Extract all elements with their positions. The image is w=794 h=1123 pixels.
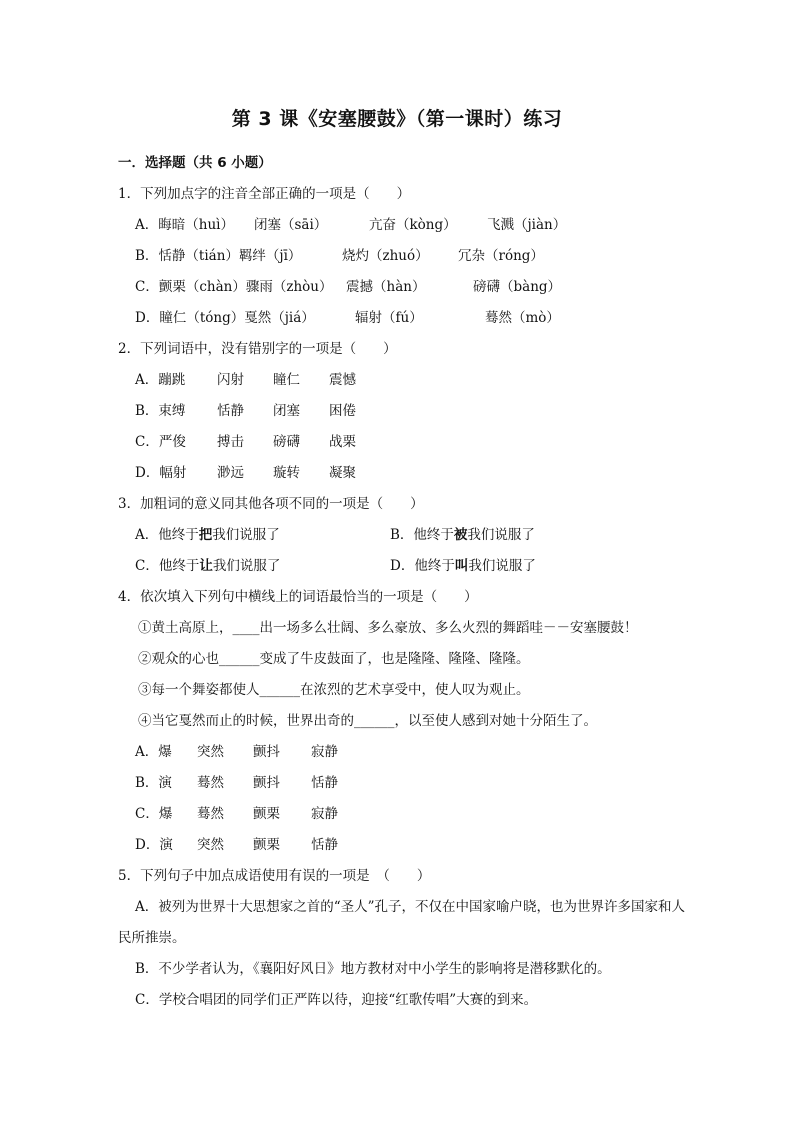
question-4-option-c[interactable] — [118, 799, 688, 830]
option-a-word-2: 闭塞（sāi） — [254, 217, 328, 233]
question-4-sentence-1: ①黄土高原上，____出一场多么壮阔、多么豪放、多么火烈的舞蹈哇－－安塞腰鼓！ — [138, 620, 638, 636]
option-b-word-2: 恬静 — [217, 403, 244, 419]
question-4-stem: 4．依次填入下列句中横线上的词语最恰当的一项是（ ） — [118, 589, 478, 605]
option-d-word-4: 凝聚 — [329, 465, 356, 481]
question-3-option-a[interactable] — [135, 520, 390, 551]
option-b-word-4: 恬静 — [311, 775, 338, 791]
option-b-word-3: 冗杂（róng） — [458, 248, 544, 264]
question-2-option-b[interactable] — [118, 396, 688, 427]
option-suffix: 我们说服了 — [212, 558, 281, 574]
option-c-word-3: 颤栗 — [253, 806, 280, 822]
option-c-word-1: C．颤栗（chàn）骤雨（zhòu） — [135, 279, 333, 295]
bold-word: 让 — [199, 558, 213, 574]
option-a-word-2: 闪射 — [217, 372, 244, 388]
page-title: 第 3 课《安塞腰鼓》（第一课时）练习 — [231, 108, 563, 130]
option-a-word-1: A．晦暗（huì） — [135, 217, 234, 233]
question-5-stem: 5．下列句子中加点成语使用有误的一项是 （ ） — [118, 868, 431, 884]
question-4-option-a[interactable] — [118, 737, 688, 768]
option-c-word-3: 磅礴（bàng） — [473, 279, 562, 295]
option-a-word-4: 飞溅（jiàn） — [487, 217, 567, 233]
option-suffix: 我们说服了 — [467, 527, 535, 543]
question-1-option-c[interactable] — [118, 272, 688, 303]
option-b-word-2: 烧灼（zhuó） — [342, 248, 429, 264]
question-2-stem: 2．下列词语中，没有错别字的一项是（ ） — [118, 341, 397, 357]
question-4-option-d[interactable] — [118, 830, 688, 861]
question-3-options-row-1 — [118, 520, 688, 551]
question-2-option-d[interactable] — [118, 458, 688, 489]
option-c-word-4: 寂静 — [311, 806, 338, 822]
option-d-word-4: 恬静 — [311, 837, 338, 853]
option-c-word-2: 震撼（hàn） — [346, 279, 426, 295]
option-c-word-3: 磅礴 — [273, 434, 300, 450]
option-b-word-4: 困倦 — [329, 403, 356, 419]
exercise-content — [118, 148, 688, 1016]
option-d-word-3: 蓦然（mò） — [485, 310, 560, 326]
option-c-word-1: C．爆 — [135, 806, 173, 822]
question-2-option-c[interactable] — [118, 427, 688, 458]
question-4-sentence-3: ③每一个舞姿都使人______在浓烈的艺术享受中，使人叹为观止。 — [138, 682, 530, 698]
option-d-word-1: D．演 — [135, 837, 173, 853]
option-d-word-3: 璇转 — [273, 465, 300, 481]
option-b-word-1: B．演 — [135, 775, 172, 791]
option-b-word-1: B．恬静（tián）羁绊（jī） — [135, 248, 302, 264]
question-4-option-b[interactable] — [118, 768, 688, 799]
question-4-sentence-4: ④当它戛然而止的时候，世界出奇的______，以至使人感到对她十分陌生了。 — [138, 713, 597, 729]
question-3-option-c[interactable] — [135, 551, 390, 582]
option-c-word-2: 蓦然 — [197, 806, 224, 822]
option-prefix: C．他终于 — [135, 558, 200, 574]
question-1-option-a[interactable] — [118, 210, 688, 241]
question-2-option-a[interactable] — [118, 365, 688, 396]
question-3-option-b[interactable] — [390, 527, 535, 543]
section-heading: 一．选择题（共 6 小题） — [118, 155, 272, 171]
option-c-word-4: 战栗 — [329, 434, 356, 450]
question-3-stem: 3．加粗词的意义同其他各项不同的一项是（ ） — [118, 496, 424, 512]
question-4-sentence-2: ②观众的心也______变成了牛皮鼓面了，也是隆隆、隆隆、隆隆。 — [138, 651, 530, 667]
question-1-option-b[interactable] — [118, 241, 688, 272]
option-a-word-4: 震憾 — [329, 372, 356, 388]
option-a-word-3: 颤抖 — [253, 744, 280, 760]
option-d-word-2: 渺远 — [217, 465, 244, 481]
option-d-word-1: D．幅射 — [135, 465, 187, 481]
option-a-word-2: 突然 — [197, 744, 224, 760]
option-a-word-3: 瞳仁 — [273, 372, 300, 388]
option-prefix: A．他终于 — [135, 527, 199, 543]
option-d-word-2: 辐射（fú） — [355, 310, 423, 326]
question-1-option-d[interactable] — [118, 303, 688, 334]
option-c-word-1: C．严俊 — [135, 434, 186, 450]
option-d-word-1: D．瞳仁（tóng）戛然（jiá） — [135, 310, 315, 326]
option-d-word-3: 颤栗 — [253, 837, 280, 853]
bold-word: 叫 — [454, 558, 469, 574]
option-b-word-3: 闭塞 — [273, 403, 300, 419]
option-b-word-3: 颤抖 — [253, 775, 280, 791]
question-5-option-c[interactable]: C．学校合唱团的同学们正严阵以待，迎接“红歌传唱”大赛的到来。 — [135, 992, 538, 1008]
option-a-word-1: A．蹦跳 — [135, 372, 186, 388]
option-prefix: B．他终于 — [390, 527, 454, 543]
question-3-options-row-2 — [118, 551, 688, 582]
question-3-option-d[interactable] — [390, 558, 536, 574]
bold-word: 被 — [453, 527, 468, 543]
question-5-option-a[interactable]: A．被列为世界十大思想家之首的“圣人”孔子，不仅在中国家喻户晓，也为世界许多国家和人民所推崇。 — [118, 899, 686, 946]
option-a-word-3: 亢奋（kòng） — [369, 217, 457, 233]
option-a-word-1: A．爆 — [135, 744, 172, 760]
option-a-word-4: 寂静 — [311, 744, 338, 760]
option-d-word-2: 突然 — [197, 837, 224, 853]
option-suffix: 我们说服了 — [212, 527, 280, 543]
bold-word: 把 — [198, 527, 213, 543]
option-b-word-2: 蓦然 — [197, 775, 224, 791]
option-b-word-1: B．束缚 — [135, 403, 186, 419]
option-c-word-2: 搏击 — [217, 434, 244, 450]
option-suffix: 我们说服了 — [468, 558, 536, 574]
question-5-option-b[interactable]: B．不少学者认为，《襄阳好风日》地方教材对中小学生的影响将是潜移默化的。 — [135, 961, 611, 977]
question-1-stem: 1．下列加点字的注音全部正确的一项是（ ） — [118, 186, 411, 202]
option-prefix: D．他终于 — [390, 558, 455, 574]
